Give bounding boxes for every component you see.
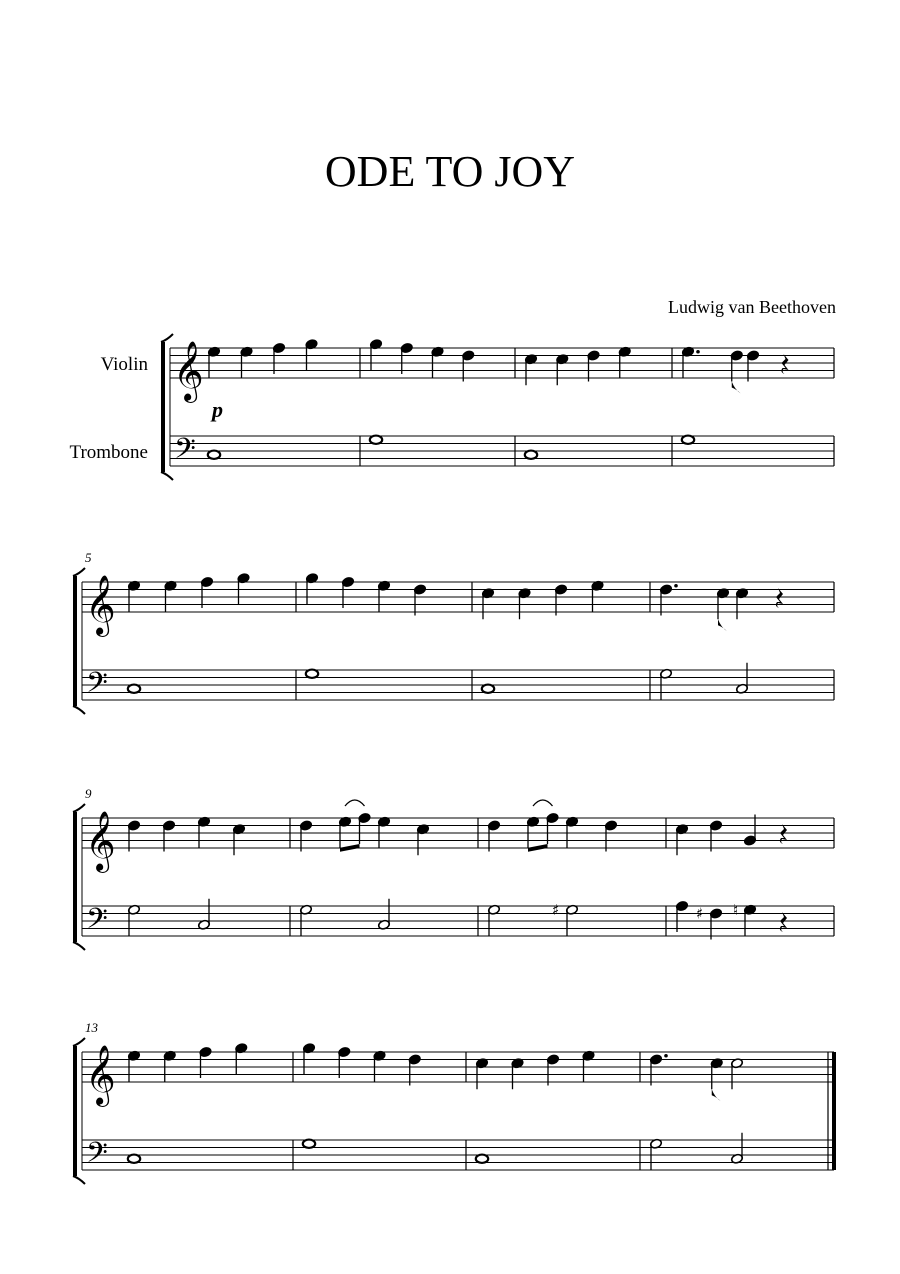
sharp-sign: ♯ [552,900,560,919]
whole-note [476,1155,488,1163]
bracket-hook [73,1038,85,1046]
slur [533,800,553,806]
treble-clef-icon: 𝄞 [85,811,116,871]
treble-clef-icon: 𝄞 [85,1045,116,1105]
whole-note [482,685,494,693]
bracket-hook [73,568,85,576]
whole-note [303,1140,315,1148]
bracket-hook [73,942,85,950]
augmentation-dot [674,584,678,588]
treble-clef-icon: 𝄞 [85,575,116,635]
bass-clef-icon: 𝄢 [86,902,108,943]
natural-sign: ♮ [733,900,739,919]
whole-note [682,436,694,444]
whole-note [525,451,537,459]
eighth-flag [732,382,741,394]
measure-number: 5 [85,550,92,565]
augmentation-dot [664,1054,668,1058]
bracket-hook [73,804,85,812]
score-title: ODE TO JOY [324,147,576,196]
bass-clef-icon: 𝄢 [86,666,108,707]
dynamic-marking: p [212,397,223,422]
measure-number: 9 [85,786,92,801]
augmentation-dot [696,350,700,354]
eighth-flag [712,1089,721,1101]
measure-number: 13 [85,1020,98,1035]
whole-note [306,670,318,678]
bracket-hook [73,706,85,714]
instrument-label-trombone: Trombone [69,442,148,463]
instrument-label-violin: Violin [100,354,148,375]
note-beam [340,844,360,852]
sharp-sign: ♯ [696,904,704,923]
note-beam [528,844,548,852]
bass-clef-icon: 𝄢 [86,1136,108,1177]
whole-note [128,1155,140,1163]
bracket-hook [161,472,173,480]
whole-note [370,436,382,444]
bracket-hook [161,334,173,342]
bass-clef-icon: 𝄢 [174,432,196,473]
composer-name: Ludwig van Beethoven [668,297,836,317]
eighth-flag [718,619,727,631]
bracket-hook [73,1176,85,1184]
whole-note [128,685,140,693]
slur [345,800,365,806]
treble-clef-icon: 𝄞 [173,341,204,401]
whole-note [208,451,220,459]
